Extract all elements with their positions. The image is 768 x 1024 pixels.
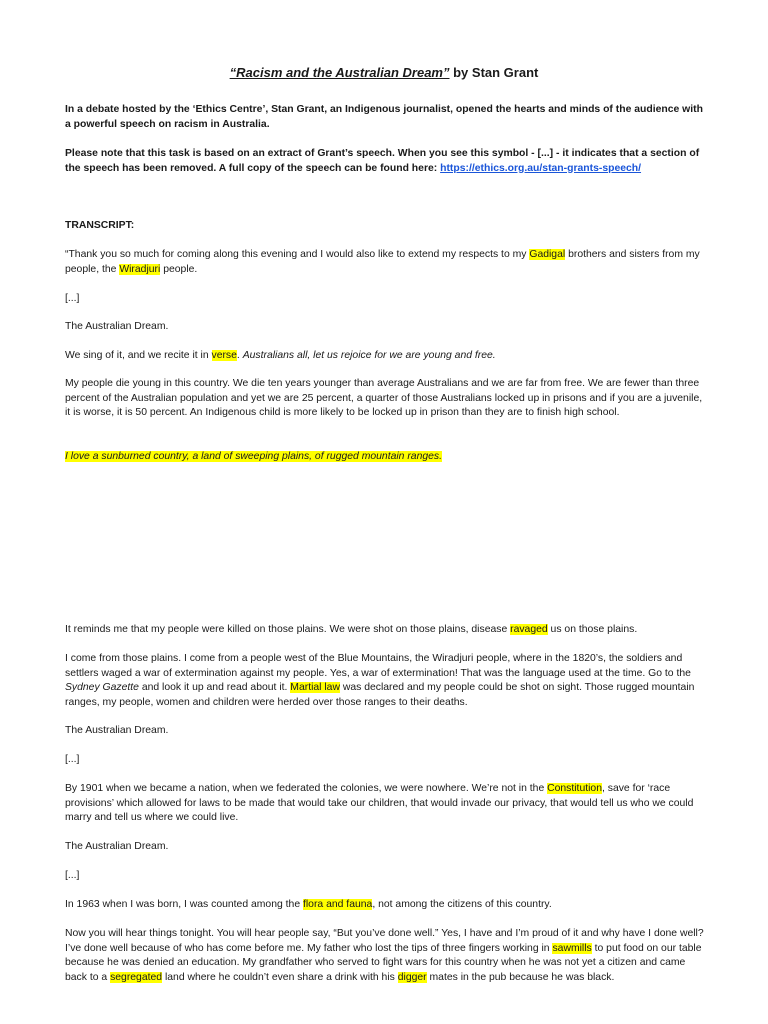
paragraph-blue-mountains: I come from those plains. I come from a people west of the Blue Mountains, the Wiradjuri people, where in the 1820’s, the soldiers and settlers waged a war of extermination against my people. Yes, a war of extermination! That was the language used at the time. Go to the Sydney Gazette and look it up and read about it. Martial law was declared and my people could be shot on sight. Those rugged mountain ranges, my people, women and children were herded over those ranges to their deaths. <box>65 653 695 708</box>
transcript-heading: TRANSCRIPT: <box>65 220 135 231</box>
paragraph-1: “Thank you so much for coming along this evening and I would also like to extend my respects to my Gadigal brothers and sisters from my people, the Wiradjuri people. <box>65 249 700 275</box>
intro-paragraph: In a debate hosted by the ‘Ethics Centre’, Stan Grant, an Indigenous journalist, opened the hearts and minds of the audience with a powerful speech on racism in Australia. <box>65 104 703 130</box>
sunburned-country-quote: I love a sunburned country, a land of sweeping plains, of rugged mountain ranges. <box>65 451 442 462</box>
paragraph-done-well: Now you will hear things tonight. You will hear people say, “But you’ve done well.” Yes, I have and I’m proud of it and why have I done well? I’ve done well because of who has come before me. My father who lost the tips of three fingers working in sawmills to put food on our table because he was denied an education. My grandfather who served to fight wars for this country when he was not yet a citizen and came back to a segregated land where he couldn’t even share a drink with his digger mates in the pub because he was black. <box>65 928 704 983</box>
ellipsis-2: [...] <box>65 754 80 765</box>
australian-dream-1: The Australian Dream. <box>65 321 169 332</box>
australian-dream-3: The Australian Dream. <box>65 841 169 852</box>
paragraph-1963: In 1963 when I was born, I was counted among the flora and fauna, not among the citizens of this country. <box>65 899 552 910</box>
document-title: “Racism and the Australian Dream” by Stan Grant <box>229 65 539 80</box>
ellipsis-3: [...] <box>65 870 80 881</box>
ellipsis-1: [...] <box>65 293 80 304</box>
australian-dream-2: The Australian Dream. <box>65 725 169 736</box>
speech-link[interactable]: https://ethics.org.au/stan-grants-speech/ <box>440 162 642 174</box>
paragraph-die-young: My people die young in this country. We die ten years younger than average Australians and we are far from free. We are fewer than three percent of the Australian population and yet we are 25 percent, a quarter of those Australians locked up in prisons and if you are a juvenile, it is worse, it is 50 percent. An Indigenous child is more likely to be locked up in prison than they are to finish high school. <box>65 378 703 418</box>
paragraph-1901: By 1901 when we became a nation, when we federated the colonies, we were nowhere. We’re not in the Constitution, save for ‘race provisions’ which allowed for laws to be made that would take our children, that would invade our privacy, that would tell us who we could marry and tell us where we could live. <box>65 783 694 823</box>
paragraph-verse: We sing of it, and we recite it in verse. Australians all, let us rejoice for we are young and free. <box>65 350 496 361</box>
paragraph-killed-on-plains: It reminds me that my people were killed on those plains. We were shot on those plains, disease ravaged us on those plains. <box>65 624 638 635</box>
note-paragraph: Please note that this task is based on an extract of Grant’s speech. When you see this symbol - [...] - it indicates that a section of the speech has been removed. A full copy of the speech can be found here: https://ethics.org.au/stan-grants-speech/ <box>65 148 700 174</box>
